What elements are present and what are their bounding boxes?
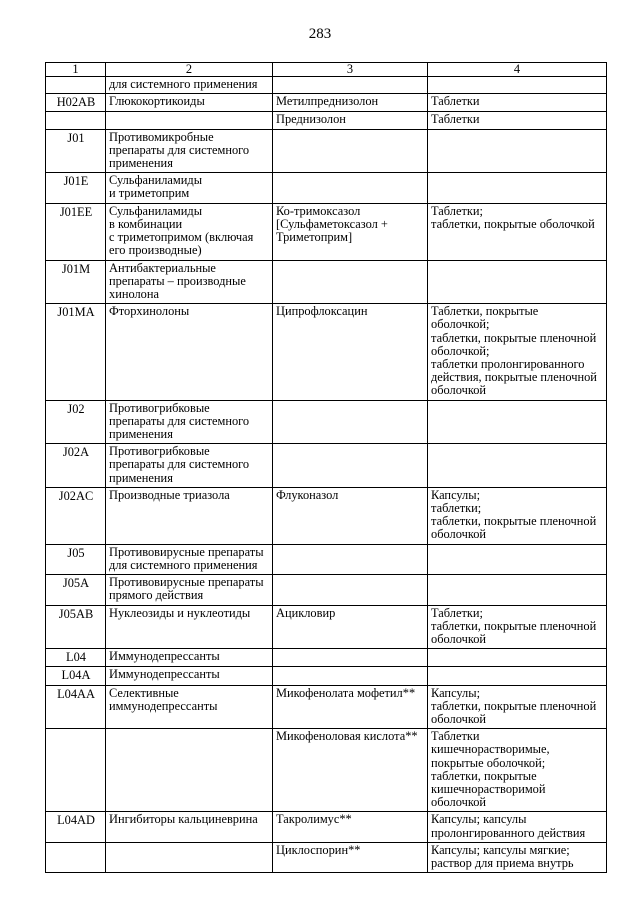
table-row (46, 649, 607, 667)
table-row (46, 129, 607, 173)
drug-name-cell (273, 649, 428, 667)
drug-name-cell: Преднизолон (273, 112, 428, 129)
table-body (46, 77, 607, 873)
group-name-cell: Производные триазола (106, 487, 273, 544)
drug-table (45, 62, 607, 873)
table-row (46, 729, 607, 812)
drug-name-cell: Циклоспорин** (273, 842, 428, 872)
table-row (46, 842, 607, 872)
group-name-cell (106, 842, 273, 872)
group-name-cell: для системного применения (106, 77, 273, 94)
group-name-cell: Глюкокортикоиды (106, 94, 273, 112)
table-row (46, 667, 607, 685)
drug-name-cell: Ципрофлоксацин (273, 304, 428, 400)
group-name-cell: Сульфаниламиды и триметоприм (106, 173, 273, 203)
atc-code-cell: J01EE (46, 203, 106, 260)
column-header: 3 (273, 63, 428, 77)
atc-code-cell: J01M (46, 260, 106, 304)
atc-code-cell: J01E (46, 173, 106, 203)
table-row (46, 94, 607, 112)
dosage-form-cell: Капсулы; капсулы пролонгированного действия (428, 812, 607, 842)
atc-code-cell: L04AD (46, 812, 106, 842)
group-name-cell: Ингибиторы кальциневрина (106, 812, 273, 842)
dosage-form-cell: Капсулы; капсулы мягкие; раствор для приема внутрь (428, 842, 607, 872)
atc-code-cell: J02AC (46, 487, 106, 544)
drug-name-cell (273, 544, 428, 574)
header-row (46, 63, 607, 77)
table-row (46, 444, 607, 488)
dosage-form-cell: Таблетки (428, 112, 607, 129)
drug-name-cell (273, 575, 428, 605)
dosage-form-cell (428, 649, 607, 667)
group-name-cell (106, 112, 273, 129)
group-name-cell: Фторхинолоны (106, 304, 273, 400)
page-number: 283 (308, 26, 332, 42)
drug-name-cell: Ацикловир (273, 605, 428, 649)
table-row (46, 173, 607, 203)
table-row (46, 575, 607, 605)
atc-code-cell: J05 (46, 544, 106, 574)
dosage-form-cell (428, 260, 607, 304)
table-row (46, 544, 607, 574)
dosage-form-cell: Капсулы; таблетки; таблетки, покрытые пленочной оболочкой (428, 487, 607, 544)
group-name-cell: Противомикробные препараты для системного применения (106, 129, 273, 173)
group-name-cell: Сульфаниламиды в комбинации с триметопримом (включая его производные) (106, 203, 273, 260)
table-row (46, 304, 607, 400)
table-row (46, 203, 607, 260)
atc-code-cell: L04AA (46, 685, 106, 729)
group-name-cell: Антибактериальные препараты – производные хинолона (106, 260, 273, 304)
drug-name-cell (273, 667, 428, 685)
atc-code-cell (46, 77, 106, 94)
atc-code-cell: J02 (46, 400, 106, 444)
table-row (46, 77, 607, 94)
dosage-form-cell (428, 129, 607, 173)
atc-code-cell: J01MA (46, 304, 106, 400)
table-row (46, 400, 607, 444)
drug-name-cell: Метилпреднизолон (273, 94, 428, 112)
drug-name-cell (273, 129, 428, 173)
drug-name-cell (273, 77, 428, 94)
drug-name-cell: Микофеноловая кислота** (273, 729, 428, 812)
dosage-form-cell (428, 667, 607, 685)
group-name-cell: Противовирусные препараты для системного применения (106, 544, 273, 574)
table-row (46, 487, 607, 544)
dosage-form-cell (428, 544, 607, 574)
group-name-cell: Иммунодепрессанты (106, 667, 273, 685)
drug-name-cell: Ко-тримоксазол [Сульфаметоксазол + Триметоприм] (273, 203, 428, 260)
drug-name-cell (273, 260, 428, 304)
group-name-cell (106, 729, 273, 812)
dosage-form-cell: Таблетки, покрытые оболочкой; таблетки, покрытые пленочной оболочкой; таблетки пролонгированного действия, покрытые пленочной оболочкой (428, 304, 607, 400)
dosage-form-cell: Таблетки; таблетки, покрытые оболочкой (428, 203, 607, 260)
column-header: 4 (428, 63, 607, 77)
table-row (46, 685, 607, 729)
group-name-cell: Противогрибковые препараты для системного применения (106, 400, 273, 444)
table-row (46, 260, 607, 304)
dosage-form-cell (428, 400, 607, 444)
group-name-cell: Селективные иммунодепрессанты (106, 685, 273, 729)
atc-code-cell: L04A (46, 667, 106, 685)
column-header: 1 (46, 63, 106, 77)
drug-name-cell (273, 173, 428, 203)
drug-name-cell: Микофенолата мофетил** (273, 685, 428, 729)
group-name-cell: Противогрибковые препараты для системного применения (106, 444, 273, 488)
dosage-form-cell (428, 444, 607, 488)
drug-name-cell (273, 444, 428, 488)
atc-code-cell: L04 (46, 649, 106, 667)
dosage-form-cell: Таблетки (428, 94, 607, 112)
atc-code-cell: J01 (46, 129, 106, 173)
dosage-form-cell (428, 77, 607, 94)
group-name-cell: Иммунодепрессанты (106, 649, 273, 667)
atc-code-cell: H02AB (46, 94, 106, 112)
column-header: 2 (106, 63, 273, 77)
drug-name-cell: Флуконазол (273, 487, 428, 544)
dosage-form-cell: Капсулы; таблетки, покрытые пленочной оболочкой (428, 685, 607, 729)
drug-name-cell (273, 400, 428, 444)
atc-code-cell (46, 842, 106, 872)
atc-code-cell: J05AB (46, 605, 106, 649)
atc-code-cell: J05A (46, 575, 106, 605)
atc-code-cell (46, 729, 106, 812)
atc-code-cell: J02A (46, 444, 106, 488)
atc-code-cell (46, 112, 106, 129)
group-name-cell: Нуклеозиды и нуклеотиды (106, 605, 273, 649)
dosage-form-cell: Таблетки кишечнорастворимые, покрытые оболочкой; таблетки, покрытые кишечнорастворимой оболочкой (428, 729, 607, 812)
table-row (46, 812, 607, 842)
table-row (46, 605, 607, 649)
dosage-form-cell (428, 575, 607, 605)
group-name-cell: Противовирусные препараты прямого действия (106, 575, 273, 605)
drug-name-cell: Такролимус** (273, 812, 428, 842)
table-row (46, 112, 607, 129)
dosage-form-cell (428, 173, 607, 203)
dosage-form-cell: Таблетки; таблетки, покрытые пленочной оболочкой (428, 605, 607, 649)
